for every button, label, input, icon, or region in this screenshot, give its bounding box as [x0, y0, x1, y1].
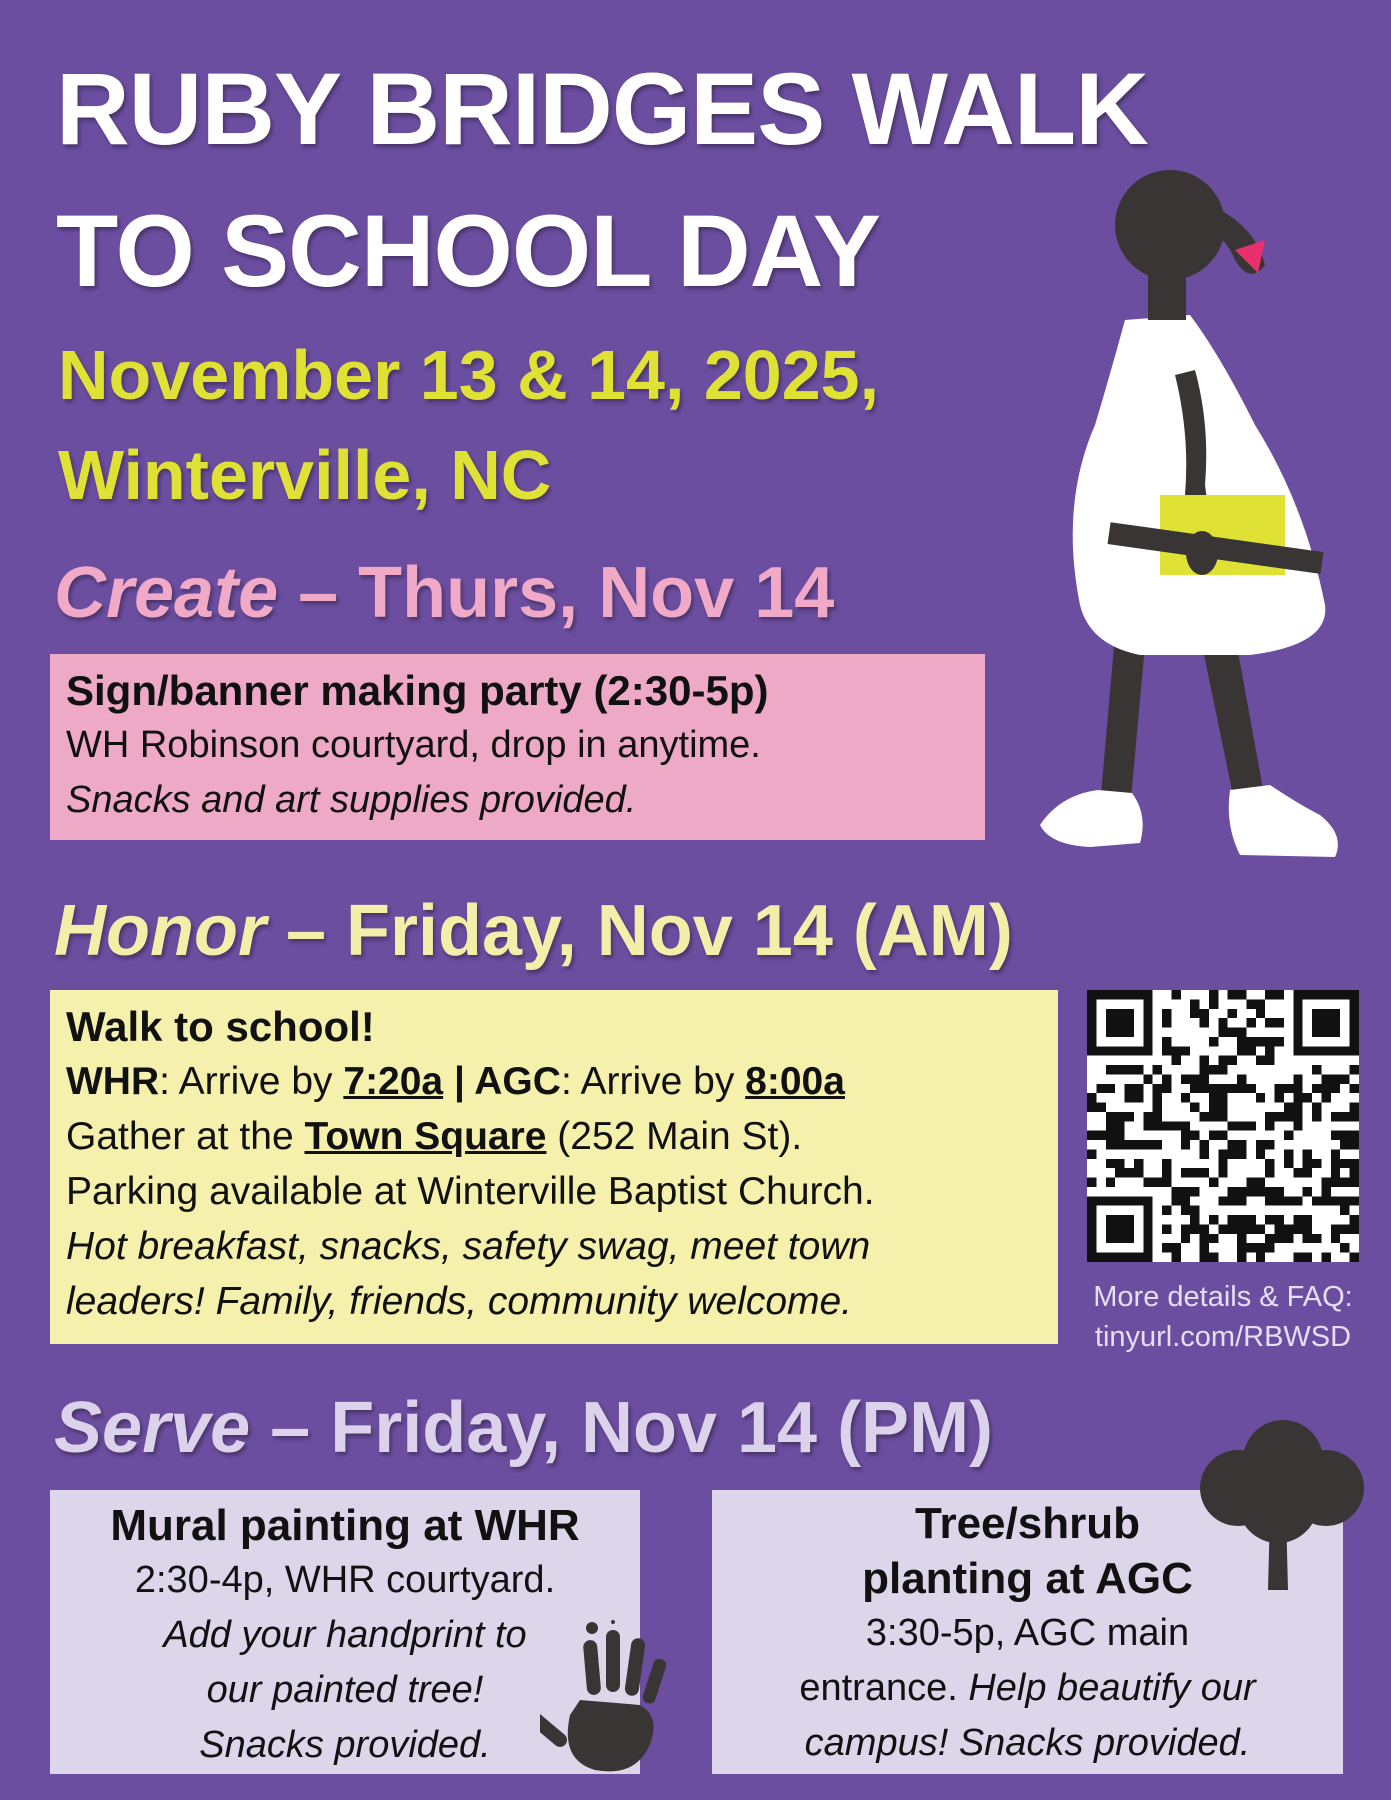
event-location: Winterville, NC	[58, 436, 552, 514]
honor-heading-word: Honor	[54, 891, 266, 971]
honor-heading	[54, 888, 1013, 974]
create-event-location: WH Robinson courtyard, drop in anytime.	[66, 724, 761, 766]
agc-text: : Arrive by	[560, 1060, 746, 1103]
create-heading	[54, 550, 834, 636]
town-square: Town Square	[304, 1115, 547, 1158]
mural-event-time: 2:30-4p, WHR courtyard.	[134, 1559, 556, 1601]
create-heading-date: – Thurs, Nov 14	[278, 553, 835, 633]
gather-pre: Gather at the	[66, 1115, 305, 1158]
parking-info: Parking available at Winterville Baptist Church.	[66, 1170, 875, 1213]
whr-time: 7:20a	[343, 1060, 444, 1103]
mural-event-note-2: our painted tree!	[206, 1669, 484, 1711]
tree-event-title-2: planting at AGC	[862, 1554, 1193, 1603]
qr-caption	[1060, 1277, 1386, 1357]
event-date-location	[58, 325, 879, 525]
title-line-2: TO SCHOOL DAY	[56, 194, 880, 308]
serve-heading-word: Serve	[54, 1388, 251, 1468]
qr-caption-label: More details & FAQ:	[1093, 1281, 1353, 1313]
tree-event-line-3: campus! Snacks provided.	[804, 1722, 1251, 1764]
agc-time: 8:00a	[745, 1060, 845, 1103]
tree-event-time: 3:30-5p, AGC main	[865, 1612, 1190, 1654]
mural-event-title: Mural painting at WHR	[110, 1501, 580, 1550]
arrival-times	[66, 1054, 1042, 1109]
girl-silhouette-icon	[1020, 165, 1360, 865]
event-date: November 13 & 14, 2025,	[58, 336, 880, 414]
qr-caption-url: tinyurl.com/RBWSD	[1094, 1321, 1352, 1353]
agc-label: AGC	[474, 1060, 561, 1103]
whr-text: : Arrive by	[159, 1060, 344, 1103]
qr-code-image	[1087, 990, 1359, 1262]
serve-heading-date: – Friday, Nov 14 (PM)	[250, 1388, 994, 1468]
honor-heading-date: – Friday, Nov 14 (AM)	[265, 891, 1013, 971]
gather-location	[66, 1109, 1042, 1164]
tree-event-line-2	[726, 1661, 1329, 1716]
create-event-note: Snacks and art supplies provided.	[66, 779, 637, 821]
qr-code[interactable]	[1087, 990, 1359, 1262]
page-title	[56, 38, 1148, 322]
whr-label: WHR	[66, 1060, 160, 1103]
tree-icon	[1188, 1418, 1368, 1598]
mural-event-note-3: Snacks provided.	[199, 1724, 491, 1766]
time-separator: |	[443, 1060, 475, 1103]
tree-entrance: entrance.	[799, 1667, 969, 1709]
handprint-icon	[540, 1620, 685, 1775]
honor-event-box	[50, 990, 1058, 1344]
create-heading-word: Create	[54, 553, 279, 633]
create-event-box	[50, 654, 985, 840]
honor-extras-line-2: leaders! Family, friends, community welcome.	[66, 1280, 853, 1323]
honor-extras-line-1: Hot breakfast, snacks, safety swag, meet town	[66, 1225, 871, 1268]
mural-event-note-1: Add your handprint to	[163, 1614, 527, 1656]
tree-help: Help beautify our	[968, 1667, 1256, 1709]
gather-address: (252 Main St).	[546, 1115, 803, 1158]
honor-event-title: Walk to school!	[66, 1003, 375, 1050]
create-event-title: Sign/banner making party (2:30-5p)	[66, 667, 769, 714]
tree-event-title-1: Tree/shrub	[915, 1499, 1140, 1548]
serve-heading	[54, 1385, 993, 1471]
title-line-1: RUBY BRIDGES WALK	[56, 52, 1148, 166]
